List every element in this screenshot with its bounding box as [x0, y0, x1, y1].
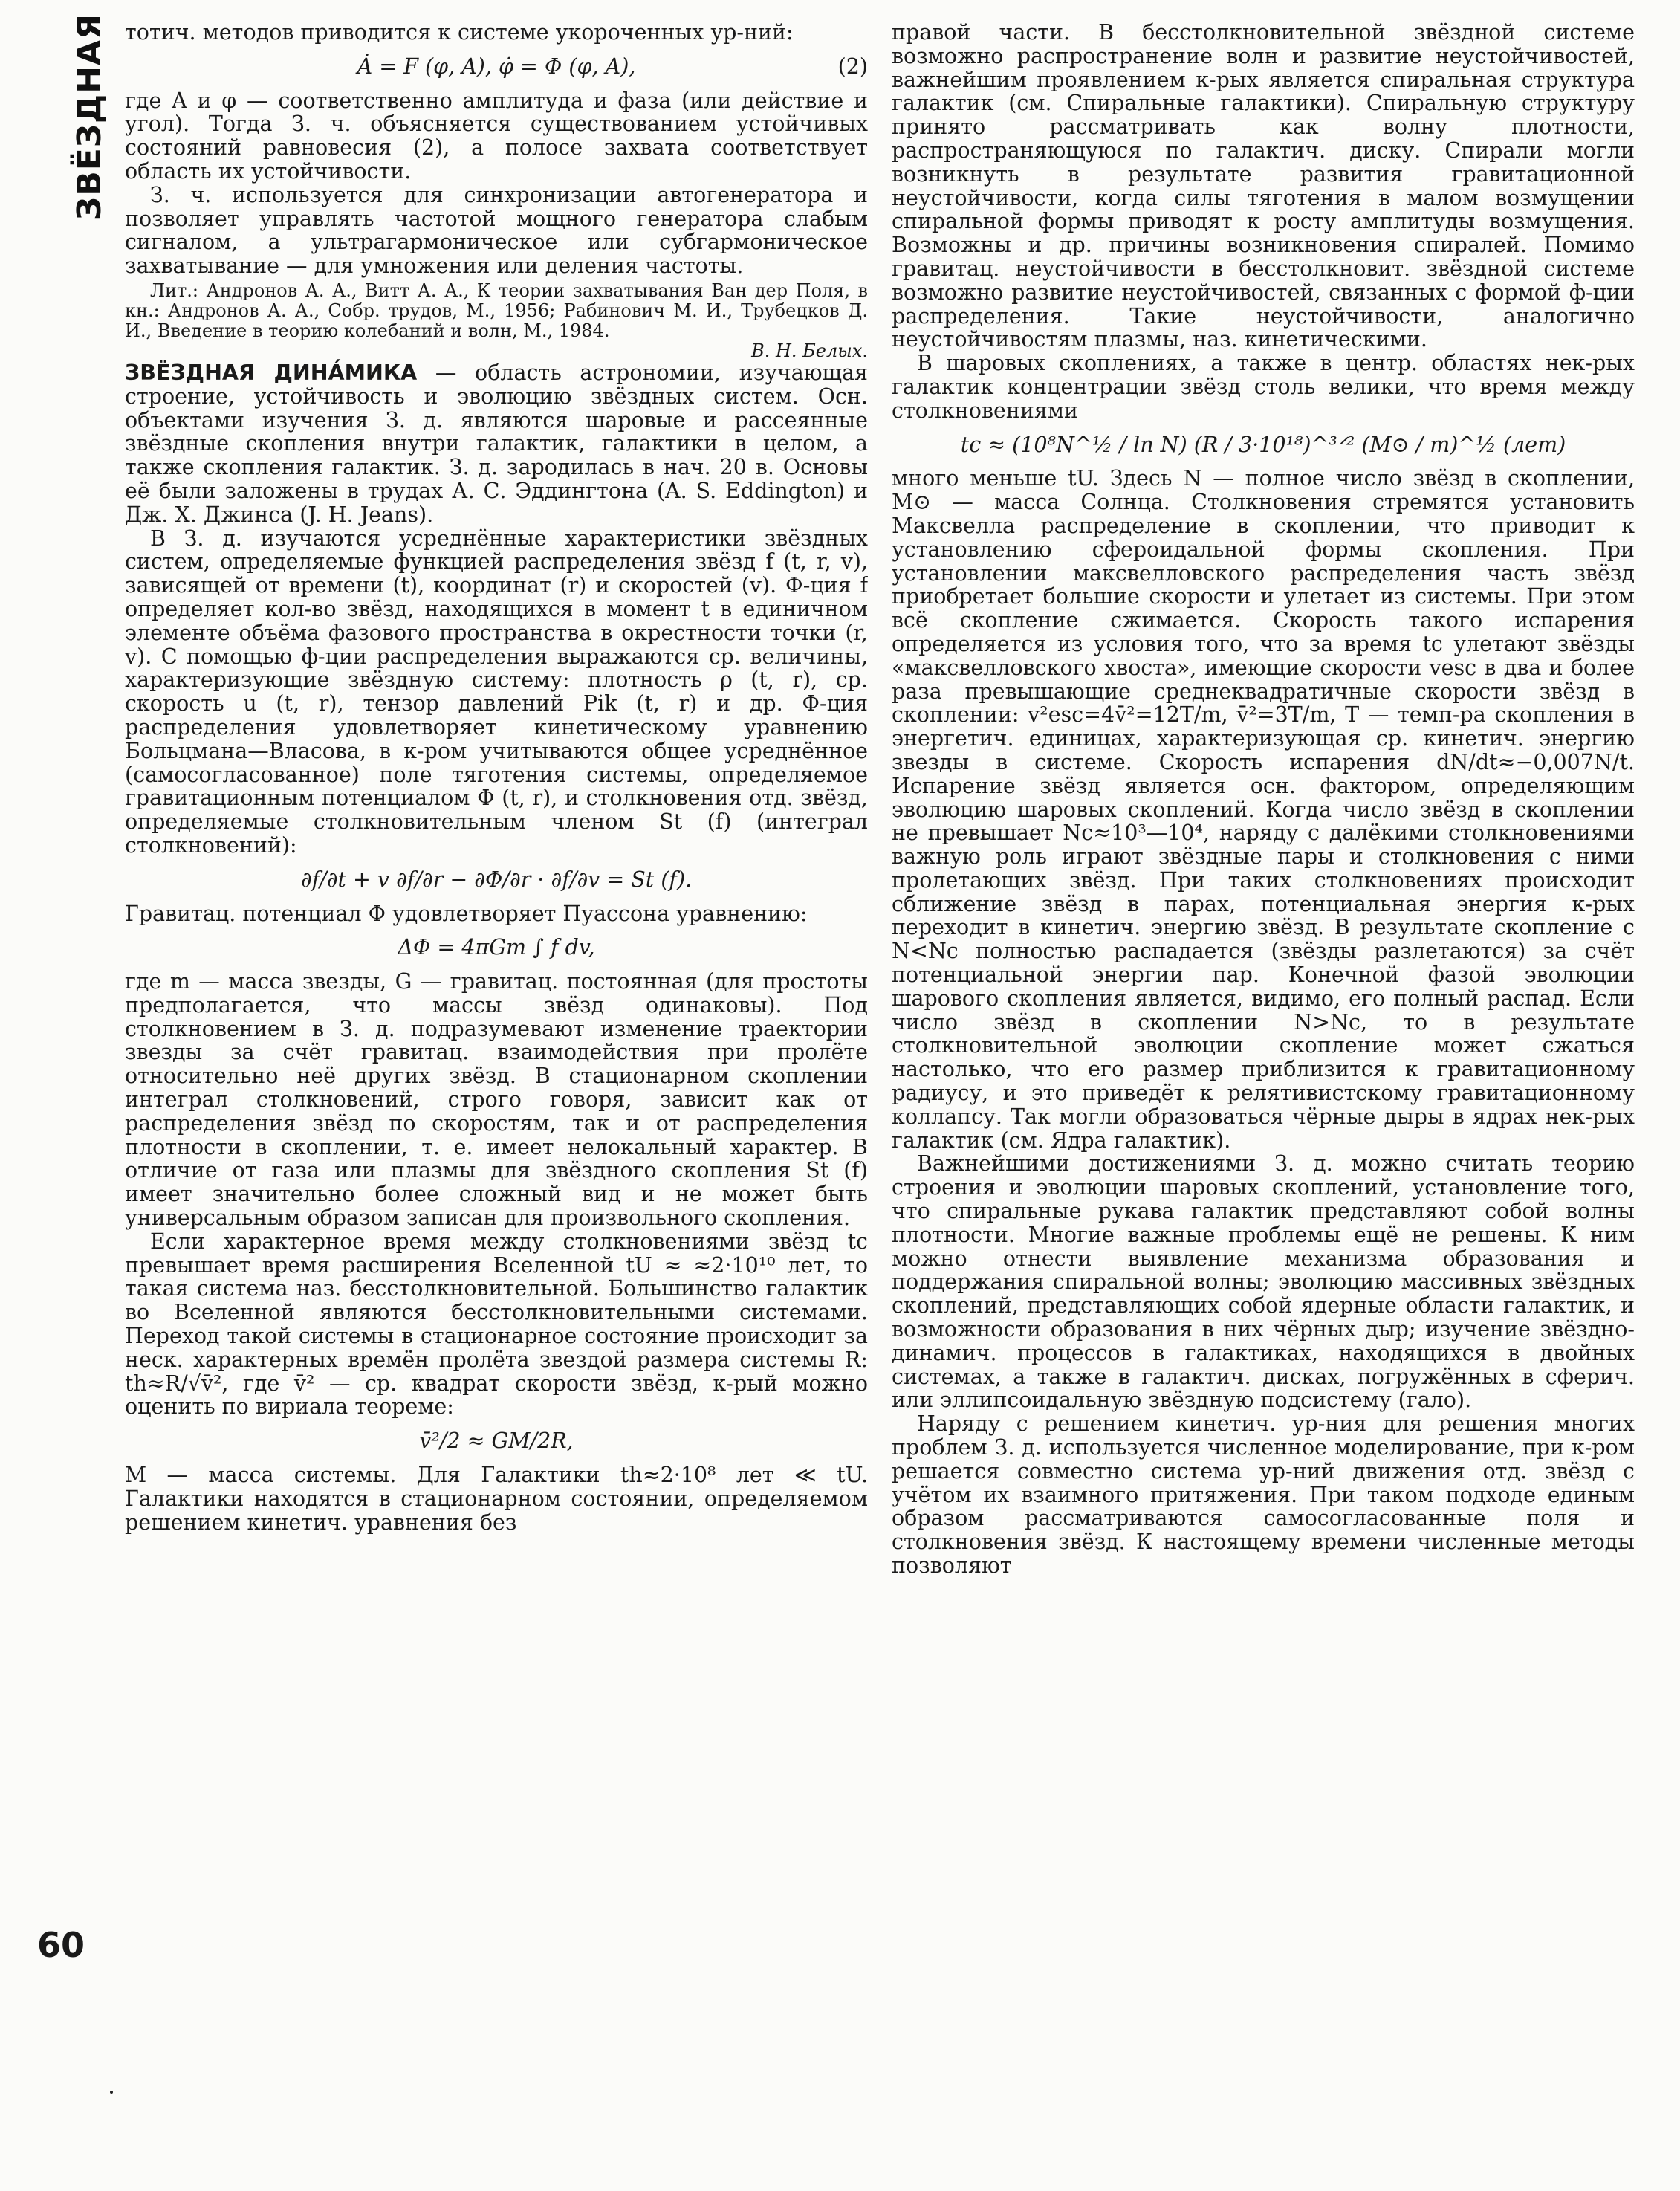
- paragraph: Если характерное время между столкновениями звёзд tc превышает время расширения Вселенной tU ≈ ≈2·10¹⁰ лет, то такая система наз. бесстолкновительной. Большинство галактик во Вселенной являются бесстолкновительными системами. Переход такой системы в стационарное состояние происходит за неск. характерных времён пролёта звездой размера системы R: th≈R/√v̄², где v̄² — ср. квадрат скорости звёзд, к-рый можно оценить по вириала теореме:: [125, 1229, 868, 1420]
- page-number: 60: [37, 1925, 85, 1965]
- paragraph: З. ч. используется для синхронизации автогенератора и позволяет управлять частотой мощного генератора слабым сигналом, а ультрагармоническое или субгармоническое захватывание — для умножения или деления частоты.: [125, 182, 868, 279]
- paragraph: M — масса системы. Для Галактики th≈2·10⁸ лет ≪ tU. Галактики находятся в стационарном состоянии, определяемом решением кинетич. уравнения без: [125, 1463, 868, 1535]
- author: В. Н. Белых.: [751, 340, 868, 361]
- headword: ЗВЁЗДНАЯ ДИНА́МИКА: [125, 360, 418, 385]
- right-column: [892, 21, 1635, 2176]
- formula-unit: (лет): [1502, 432, 1566, 457]
- paragraph: где A и φ — соответственно амплитуда и фаза (или действие и угол). Тогда З. ч. объясняется существованием устойчивых состояний равновесия (2), а полосе захвата соответствует область их устойчивости.: [125, 88, 868, 184]
- article-intro: ЗВЁЗДНАЯ ДИНА́МИКА — область астрономии, изучающая строение, устойчивость и эволюцию звёздных систем. Осн. объектами изучения З. д. являются шаровые и рассеянные звёздные скопления внутри галактик, галактики в целом, а также скопления галактик. З. д. зародилась в нач. 20 в. Основы её были заложены в трудах А. С. Эддингтона (A. S. Eddington) и Дж. Х. Джинса (J. H. Jeans).: [125, 360, 868, 527]
- formula: v̄²/2 ≈ GM/2R,: [419, 1428, 574, 1454]
- formula: tc ≈ (10⁸N^½ / ln N) (R / 3·10¹⁸)^³ᐟ² (M⊙ / m)^½ (лет): [960, 432, 1566, 457]
- paragraph: Гравитац. потенциал Φ удовлетворяет Пуассона уравнению:: [125, 901, 808, 926]
- paragraph: Важнейшими достижениями З. д. можно считать теорию строения и эволюции шаровых скоплений, установление того, что спиральные рукава галактик представляют собой волны плотности. Многие важные проблемы ещё не решены. К ним можно отнести выявление механизма образования и поддержания спиральной волны; эволюцию массивных звёздных скоплений, представляющих собой ядерные области галактик, и возможности образования в них чёрных дыр; изучение звёздно-динамич. процессов в галактиках, находящихся в двойных системах, а также в галактич. дисках, погружённых в сферич. или эллипсоидальную звёздную подсистему (гало).: [892, 1151, 1635, 1413]
- formula: Ȧ = F (φ, A), φ̇ = Φ (φ, A), (2): [357, 54, 868, 79]
- paragraph: где m — масса звезды, G — гравитац. постоянная (для простоты предполагается, что массы звёзд одинаковы). Под столкновением в З. д. подразумевают изменение траектории звезды за счёт гравитац. взаимодействия при пролёте относительно неё других звёзд. В стационарном скоплении интеграл столкновений, строго говоря, зависит как от распределения звёзд по скоростям, так и от распределения плотности в скоплении, т. е. имеет нелокальный характер. В отличие от газа или плазмы для звёздного скопления St (f) имеет значительно более сложный вид и не может быть универсальным образом записан для произвольного скопления.: [125, 969, 868, 1231]
- paragraph: много меньше tU. Здесь N — полное число звёзд в скоплении, M⊙ — масса Солнца. Столкновения стремятся установить Максвелла распределение в скоплении, что приводит к установлению сфероидальной формы скопления. При установлении максвелловского распределения часть звёзд приобретает большие скорости и улетает из системы. При этом всё скопление сжимается. Скорость такого испарения определяется из условия того, что за время tc улетают звёзды «максвелловского хвоста», имеющие скорости vesc в два и более раза превышающие среднеквадратичные скорости звёзд в скоплении: v²esc=4v̄²=12T/m, v̄²=3T/m, T — темп-ра скопления в энергетич. единицах, характеризующая ср. кинетич. энергию звезды в системе. Скорость испарения dN/dt≈−0,007N/t. Испарение звёзд является осн. фактором, определяющим эволюцию шаровых скоплений. Когда число звёзд в скоплении не превышает Nc≈10³—10⁴, наряду с далёкими столкновениями важную роль играют звёздные пары и столкновения с ними пролетающих звёзд. При таких столкновениях происходит сближение звёзд в парах, потенциальная энергия к-рых переходит в кинетич. энергию звёзд. В результате скопление с N<Nc полностью распадается (звёзды разлетаются) за счёт потенциальной энергии пар. Конечной фазой эволюции шарового скопления является, видимо, его полный распад. Если число звёзд в скоплении N>Nc, то в результате столкновительной эволюции скопление может сжаться настолько, что его размер приблизится к гравитационному радиусу, и это приведёт к релятивистскому гравитационному коллапсу. Так могли образоваться чёрные дыры в ядрах нек-рых галактик (см. Ядра галактик).: [892, 466, 1635, 1153]
- formula: ΔΦ = 4πGm ∫ f dv,: [398, 935, 595, 960]
- paragraph: правой части. В бесстолкновительной звёздной системе возможно распространение волн и развитие неустойчивостей, важнейшим проявлением к-рых является спиральная структура галактик (см. Спиральные галактики). Спиральную структуру принято рассматривать как волну плотности, распространяющуюся по галактич. диску. Спирали могли возникнуть в результате развития гравитационной неустойчивости, когда силы тяготения в малом возмущении спиральной формы приводят к росту амплитуды возмущения. Возможны и др. причины возникновения спиралей. Помимо гравитац. неустойчивости в бесстолкновит. звёздной системе возможно развитие неустойчивостей, связанных с формой ф-ции распределения. Такие неустойчивости, аналогично неустойчивостям плазмы, наз. кинетическими.: [892, 21, 1635, 352]
- formula-number: (2): [837, 54, 868, 79]
- literature: Лит.: Андронов А. А., Витт А. А., К теории захватывания Ван дер Поля, в кн.: Андронов А. А., Собр. трудов, М., 1956; Рабинович М. И., Трубецков Д. И., Введение в теорию колебаний и волн, М., 1984.: [125, 279, 868, 341]
- paragraph: Наряду с решением кинетич. ур-ния для решения многих проблем З. д. используется численное моделирование, при к-ром решается совместно система ур-ний движения отд. звёзд с учётом их взаимного притяжения. При таком подходе единым образом рассматриваются самосогласованные поля и столкновения звёзд. К настоящему времени численные методы позволяют: [892, 1411, 1635, 1578]
- paragraph: тотич. методов приводится к системе укороченных ур-ний:: [125, 21, 794, 45]
- paragraph: В шаровых скоплениях, а также в центр. областях нек-рых галактик концентрации звёзд столь велики, что время между столкновениями: [892, 351, 1635, 423]
- running-head: ЗВЁЗДНАЯ: [70, 13, 108, 221]
- left-column: [125, 21, 868, 2176]
- stray-dot: [110, 2091, 113, 2094]
- paragraph: В З. д. изучаются усреднённые характеристики звёздных систем, определяемые функцией распределения звёзд f (t, r, v), зависящей от времени (t), координат (r) и скоростей (v). Ф-ция f определяет кол-во звёзд, находящихся в момент t в единичном элементе объёма фазового пространства в окрестности точки (r, v). С помощью ф-ции распределения выражаются ср. величины, характеризующие звёздную систему: плотность ρ (t, r), ср. скорость u (t, r), тензор давлений Pik (t, r) и др. Ф-ция распределения удовлетворяет кинетическому уравнению Больцмана—Власова, в к-ром учитываются общее усреднённое (самосогласованное) поле тяготения системы, определяемое гравитационным потенциалом Φ (t, r), и столкновения отд. звёзд, определяемые столкновительным членом St (f) (интеграл столкновений):: [125, 525, 868, 858]
- formula: ∂f/∂t + v ∂f/∂r − ∂Φ/∂r · ∂f/∂v = St (f).: [300, 867, 693, 892]
